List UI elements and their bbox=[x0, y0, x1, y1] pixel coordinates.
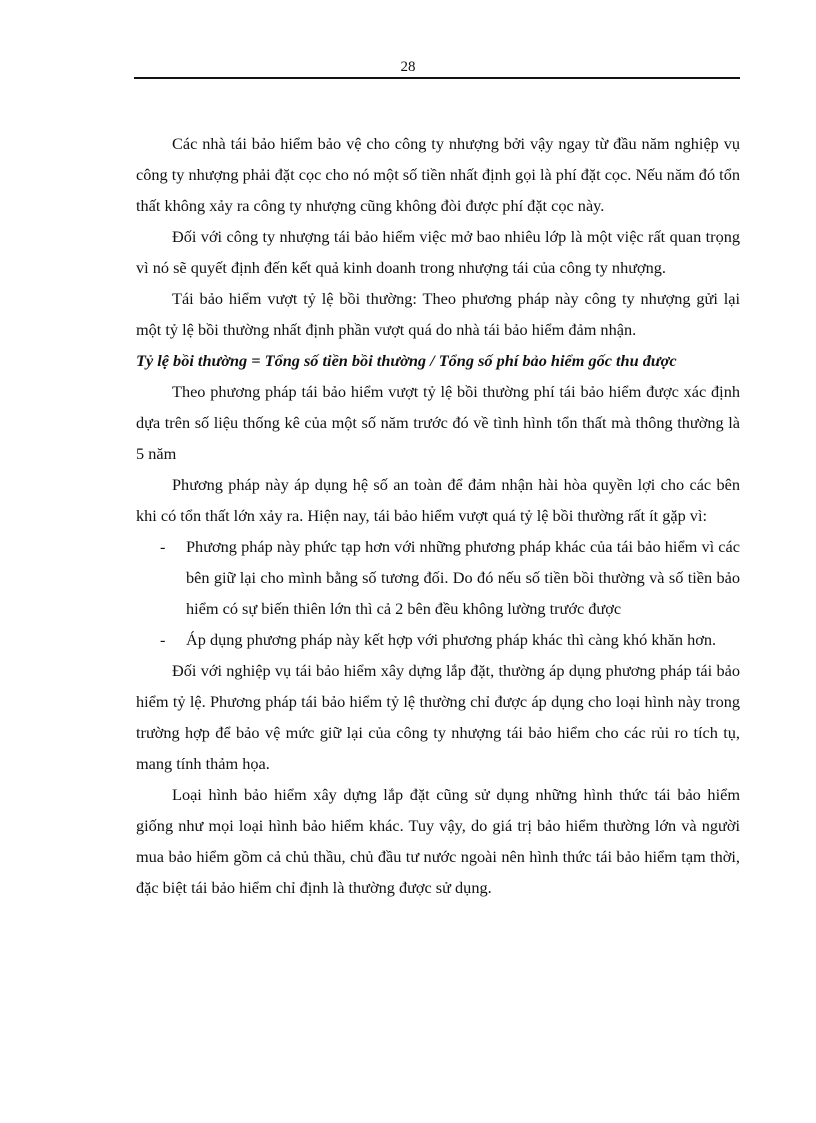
paragraph-stop-loss-intro: Tái bảo hiểm vượt tỷ lệ bồi thường: Theo phương pháp này công ty nhượng gửi lại một tỷ lệ bồi thường nhất định phần vượt quá do nhà tái bảo hiểm đảm nhận. bbox=[136, 289, 740, 339]
bullet-list bbox=[136, 531, 740, 655]
paragraph-layer-importance: Đối với công ty nhượng tái bảo hiểm việc mở bao nhiêu lớp là một việc rất quan trọng vì nó sẽ quyết định đến kết quả kinh doanh trong nhượng tái của công ty nhượng. bbox=[136, 227, 740, 277]
bullet-dash: - bbox=[160, 537, 166, 556]
page-number: 28 bbox=[400, 59, 416, 75]
list-item bbox=[136, 624, 740, 655]
paragraph-premium-calculation: Theo phương pháp tái bảo hiểm vượt tỷ lệ bồi thường phí tái bảo hiểm được xác định dựa trên số liệu thống kê của một số năm trước đó về tình hình tổn thất mà thông thường là 5 năm bbox=[136, 382, 740, 463]
paragraph-reinsurance-forms: Loại hình bảo hiểm xây dựng lắp đặt cũng sử dụng những hình thức tái bảo hiểm giống như mọi loại hình bảo hiểm khác. Tuy vậy, do giá trị bảo hiểm thường lớn và người mua bảo hiểm gồm cả chủ thầu, chủ đầu tư nước ngoài nên hình thức tái bảo hiểm tạm thời, đặc biệt tái bảo hiểm chỉ định là thường được sử dụng. bbox=[136, 785, 740, 897]
list-item bbox=[136, 531, 740, 624]
header-rule bbox=[134, 77, 740, 79]
formula-loss-ratio: Tỷ lệ bồi thường = Tổng số tiền bồi thường / Tổng số phí bảo hiểm gốc thu được bbox=[136, 351, 677, 370]
list-item-text: Phương pháp này phức tạp hơn với những phương pháp khác của tái bảo hiểm vì các bên giữ lại cho mình bằng số tương đối. Do đó nếu số tiền bồi thường và số tiền bảo hiểm có sự biến thiên lớn thì cả 2 bên đều không lường trước được bbox=[186, 537, 740, 618]
list-item-text: Áp dụng phương pháp này kết hợp với phương pháp khác thì càng khó khăn hơn. bbox=[186, 630, 717, 649]
page-content bbox=[136, 128, 740, 903]
paragraph-construction-reinsurance: Đối với nghiệp vụ tái bảo hiểm xây dựng lắp đặt, thường áp dụng phương pháp tái bảo hiểm tỷ lệ. Phương pháp tái bảo hiểm tỷ lệ thường chỉ được áp dụng cho loại hình này trong trường hợp để bảo vệ mức giữ lại của công ty nhượng tái bảo hiểm cho các rủi ro tích tụ, mang tính thảm họa. bbox=[136, 661, 740, 773]
bullet-dash: - bbox=[160, 630, 166, 649]
paragraph-deposit-premium: Các nhà tái bảo hiểm bảo vệ cho công ty nhượng bởi vậy ngay từ đầu năm nghiệp vụ công ty nhượng phải đặt cọc cho nó một số tiền nhất định gọi là phí đặt cọc. Nếu năm đó tổn thất không xảy ra công ty nhượng cũng không đòi được phí đặt cọc này. bbox=[136, 134, 740, 215]
paragraph-safety-coefficient: Phương pháp này áp dụng hệ số an toàn để đảm nhận hài hòa quyền lợi cho các bên khi có tổn thất lớn xảy ra. Hiện nay, tái bảo hiểm vượt quá tỷ lệ bồi thường rất ít gặp vì: bbox=[136, 475, 740, 525]
